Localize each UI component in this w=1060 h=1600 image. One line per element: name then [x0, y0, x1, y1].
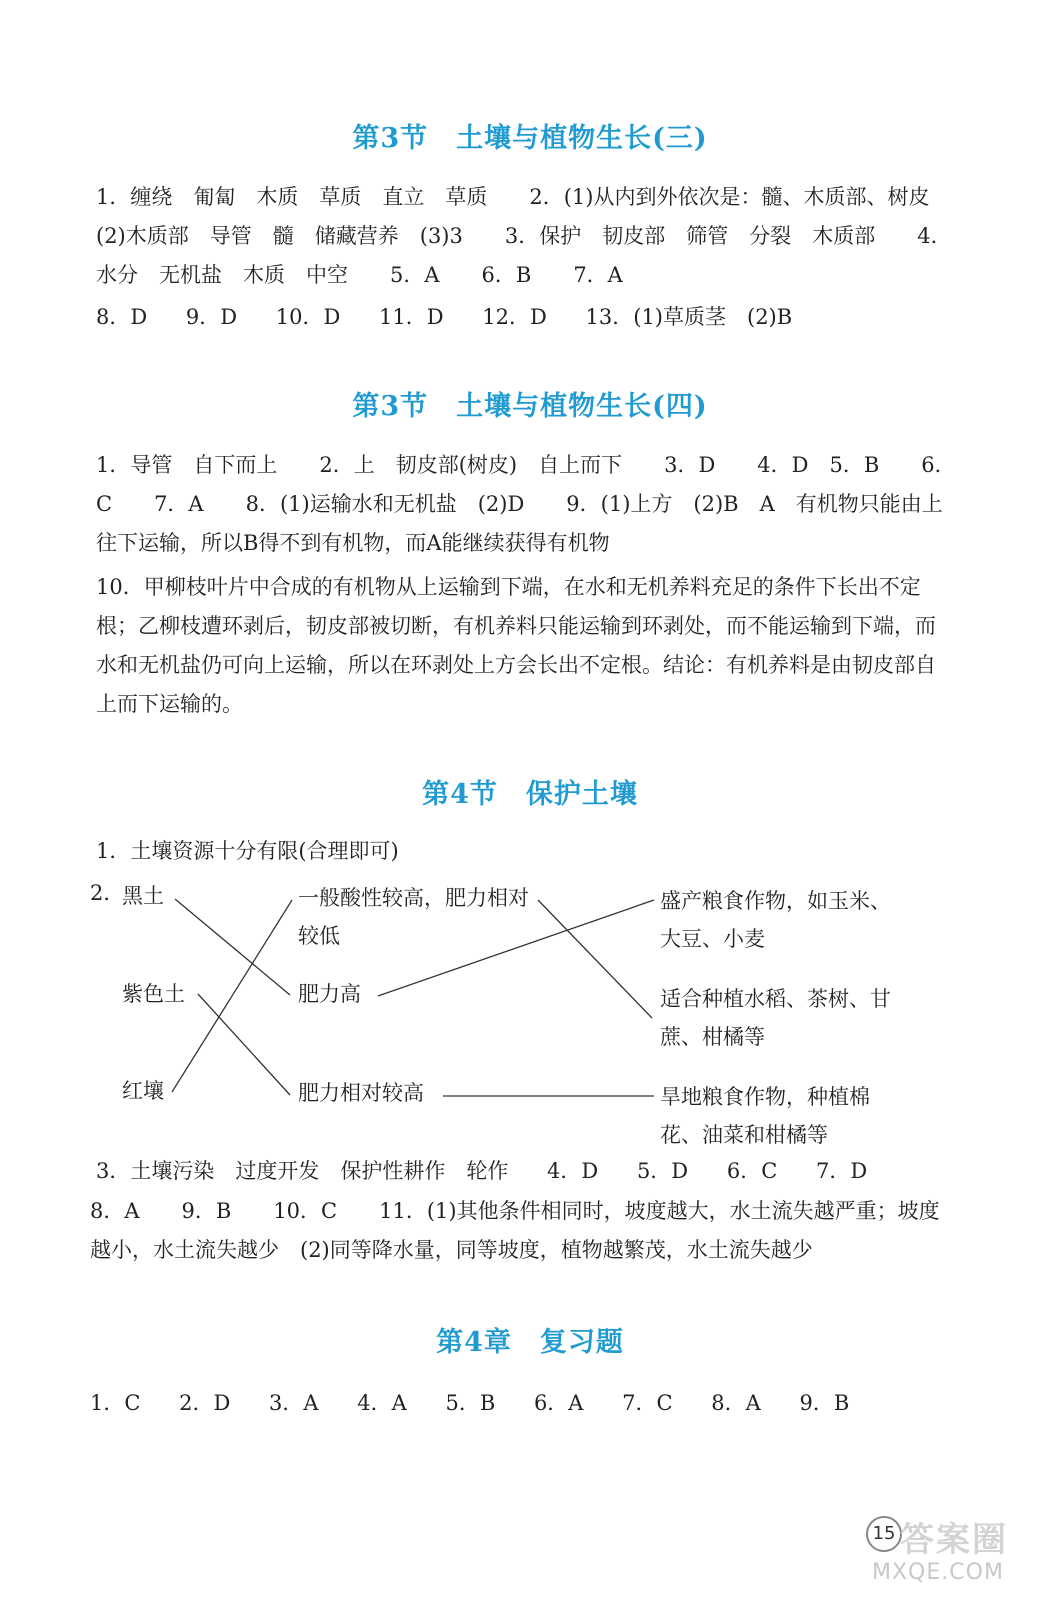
fertility-relatively-high: 肥力相对较高 — [298, 1081, 424, 1105]
answer-item: 7．D — [815, 1159, 868, 1183]
page-number: 15 — [866, 1516, 902, 1552]
line-high-to-grain — [378, 900, 654, 996]
answer-item: 5．D — [636, 1159, 689, 1183]
answer-item: 10．D — [275, 305, 341, 329]
answer-item: 4．D — [547, 1159, 599, 1183]
line-red-to-low — [172, 900, 292, 1092]
question-2-label: 2． — [90, 881, 125, 905]
answer-item: 8．D — [96, 305, 148, 329]
answer-item: 6．C — [726, 1159, 778, 1183]
watermark-logo: 答案圈 — [900, 1520, 1008, 1560]
section-title-3-4: 第3节 土壤与植物生长(四) — [352, 391, 708, 422]
soil-red: 红壤 — [122, 1079, 164, 1103]
answers-paragraph: 1．缠绕 匍匐 木质 草质 直立 草质 2．(1)从内到外依次是：髓、木质部、树皮 (2)木质部 导管 髓 储藏营养 (3)3 3．保护 韧皮部 筛管 分裂 木质部 4．水分 无机盐 木质 中空 5．A 6．B 7．A — [96, 185, 952, 287]
answer-item: 13．(1)草质茎 (2)B — [585, 305, 793, 329]
answer-item: 5．B — [445, 1391, 496, 1415]
fertility-high: 肥力高 — [298, 982, 361, 1006]
crop-rice-tea: 适合种植水稻、茶树、甘蔗、柑橘等 — [660, 987, 891, 1049]
question-3-7-row — [96, 1152, 956, 1191]
question-8-11-paragraph: 8．A 9．B 10．C 11．(1)其他条件相同时，坡度越大，水土流失越严重；坡度越小，水土流失越少 (2)同等降水量，同等坡度，植物越繁茂，水土流失越少 — [90, 1199, 940, 1262]
line-black-to-fertility-high — [175, 899, 290, 995]
question-1-answer: 1．土壤资源十分有限(合理即可) — [96, 839, 399, 863]
answer-item: 9．D — [185, 305, 238, 329]
answer-item: 7．C — [622, 1391, 673, 1415]
soil-black: 黑土 — [122, 884, 164, 908]
answers-paragraph: 1．导管 自下而上 2．上 韧皮部(树皮) 自上而下 3．D 4．D 5．B 6．C 7．A 8．(1)运输水和无机盐 (2)D 9．(1)上方 (2)B A 有机物只能由上往下运输，所以B得不到有机物，而A能继续获得有机物 — [96, 453, 956, 555]
answer-item: 8．A — [711, 1391, 761, 1415]
watermark-url: MXQE.COM — [872, 1560, 1004, 1585]
answer-item: 2．D — [179, 1391, 231, 1415]
answer-item: 6．A — [533, 1391, 584, 1415]
answer-item: 11．D — [379, 305, 444, 329]
soil-purple: 紫色土 — [122, 982, 185, 1006]
chapter-review-title: 第4章 复习题 — [436, 1327, 624, 1358]
answer-item: 3．A — [269, 1391, 319, 1415]
answer-10-paragraph: 10．甲柳枝叶片中合成的有机物从上运输到下端，在水和无机养料充足的条件下长出不定根；乙柳枝遭环剥后，韧皮部被切断，有机养料只能运输到环剥处，而不能运输到下端，而水和无机盐仍可向上运输，所以在环剥处上方会长出不定根。结论：有机养料是由韧皮部自上而下运输的。 — [96, 575, 936, 716]
answer-item: 1．C — [90, 1391, 141, 1415]
section-title-3-3: 第3节 土壤与植物生长(三) — [352, 123, 708, 154]
answer-item: 12．D — [482, 305, 547, 329]
crop-grain: 盛产粮食作物，如玉米、大豆、小麦 — [660, 889, 891, 951]
review-answers-row — [90, 1384, 950, 1423]
line-purple-to-relatively-high — [198, 994, 290, 1095]
fertility-low: 一般酸性较高，肥力相对较低 — [298, 886, 529, 948]
crop-dryland: 旱地粮食作物，种植棉花、油菜和柑橘等 — [660, 1085, 870, 1147]
answer-item: 4．A — [357, 1391, 407, 1415]
answer-item: 9．B — [799, 1391, 850, 1415]
line-low-to-rice-tea — [538, 900, 652, 1018]
answer-item: 3．土壤污染 过度开发 保护性耕作 轮作 — [96, 1159, 509, 1183]
section-title-4: 第4节 保护土壤 — [422, 779, 638, 810]
